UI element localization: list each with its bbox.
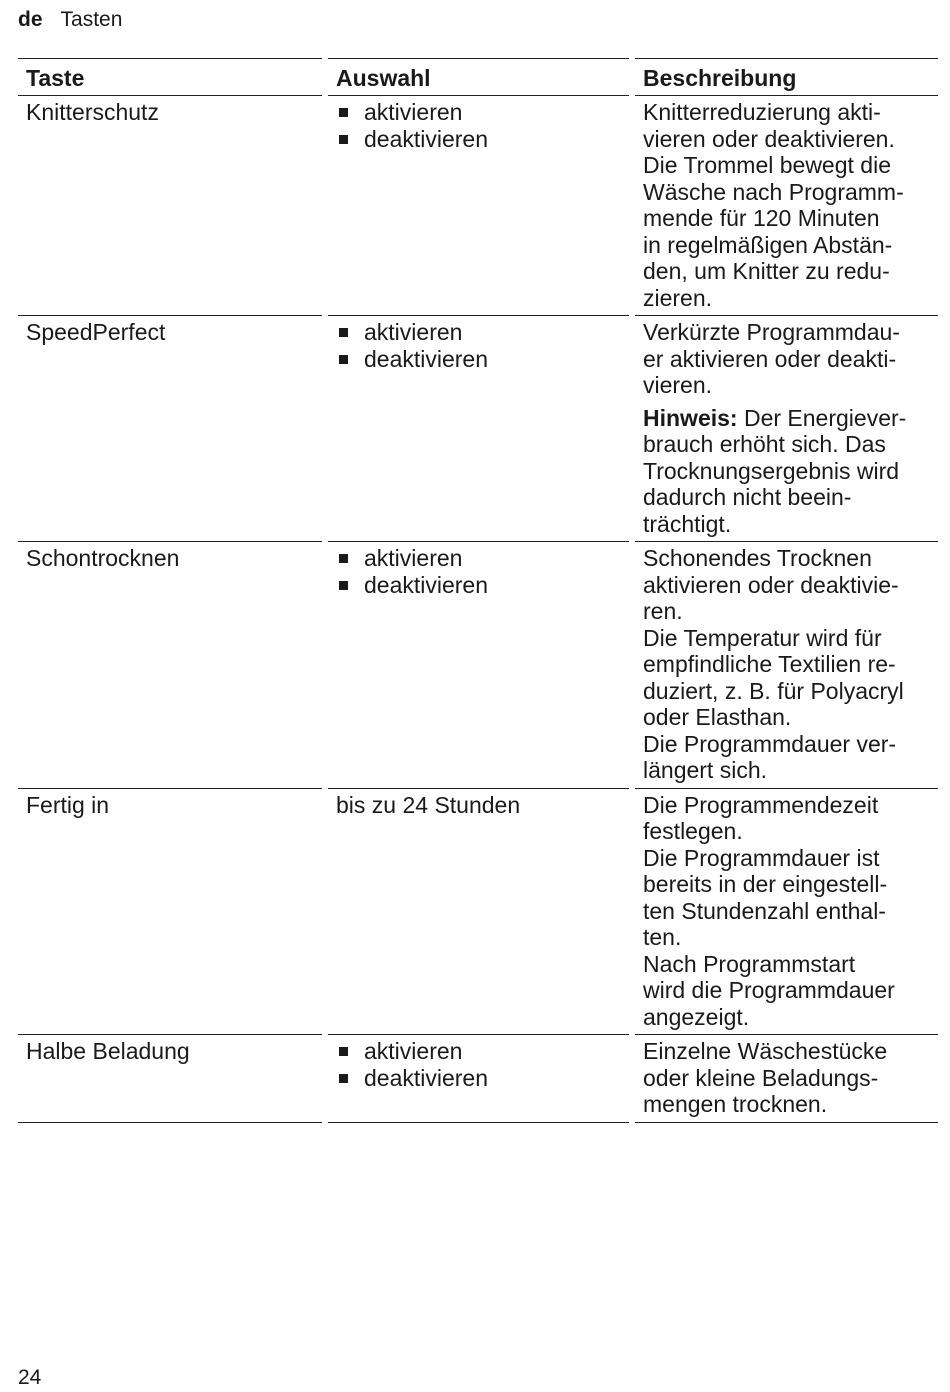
page-number: 24	[18, 1366, 42, 1389]
option-item: deaktivieren	[336, 126, 621, 153]
button-name: Knitterschutz	[18, 96, 325, 316]
column-header-beschreibung: Beschreibung	[632, 59, 938, 96]
column-header-auswahl: Auswahl	[325, 59, 632, 96]
description-cell	[632, 96, 938, 316]
option-list	[336, 319, 621, 372]
option-item: aktivieren	[336, 545, 621, 572]
table-row	[18, 1035, 938, 1123]
section-title: Tasten	[60, 8, 123, 31]
table-row	[18, 316, 938, 542]
selection-cell	[325, 1035, 632, 1123]
page-header	[18, 8, 122, 32]
description-text: Knitterreduzierung akti- vieren oder deaktivieren. Die Trommel bewegt die Wäsche nach Programm- mende für 120 Minuten in regelmäßigen Abstän- den, um Knitter zu redu- zieren.	[643, 99, 904, 311]
note-label: Hinweis:	[643, 404, 738, 431]
buttons-table	[18, 58, 938, 1123]
description-cell	[632, 1035, 938, 1123]
column-header-taste: Taste	[18, 59, 325, 96]
option-item: deaktivieren	[336, 346, 621, 373]
note-text: Der Energiever- brauch erhöht sich. Das Trocknungsergebnis wird dadurch nicht beein- trächtigt.	[643, 404, 907, 537]
button-name: SpeedPerfect	[18, 316, 325, 542]
button-name: Halbe Beladung	[18, 1035, 325, 1123]
option-item: aktivieren	[336, 99, 621, 126]
option-item: aktivieren	[336, 319, 621, 346]
table-row	[18, 542, 938, 789]
language-code: de	[18, 8, 43, 31]
button-name: Schontrocknen	[18, 542, 325, 789]
option-item: deaktivieren	[336, 572, 621, 599]
option-list	[336, 1038, 621, 1091]
description-text: Die Programmendezeit festlegen. Die Programmdauer ist bereits in der eingestell- ten Stundenzahl enthal- ten. Nach Programmstart wird die Programmdauer angezeigt.	[643, 791, 895, 1030]
description-cell	[632, 788, 938, 1035]
description-cell	[632, 542, 938, 789]
table-row	[18, 788, 938, 1035]
table-row	[18, 96, 938, 316]
option-item: deaktivieren	[336, 1065, 621, 1092]
description-text: Schonendes Trocknen aktivieren oder deaktivie- ren. Die Temperatur wird für empfindliche Textilien re- duziert, z. B. für Polyacryl oder Elasthan. Die Programmdauer ver- längert sich.	[643, 545, 904, 783]
selection-cell	[325, 542, 632, 789]
note-paragraph	[643, 405, 930, 538]
option-item: aktivieren	[336, 1038, 621, 1065]
description-cell	[632, 316, 938, 542]
description-text: Verkürzte Programmdau- er aktivieren oder deakti- vieren.	[643, 319, 900, 398]
selection-cell: bis zu 24 Stunden	[325, 788, 632, 1035]
button-name: Fertig in	[18, 788, 325, 1035]
table-header-row	[18, 59, 938, 96]
option-list	[336, 545, 621, 598]
selection-cell	[325, 96, 632, 316]
description-text: Einzelne Wäschestücke oder kleine Beladungs- mengen trocknen.	[643, 1038, 888, 1117]
option-list	[336, 99, 621, 152]
selection-cell	[325, 316, 632, 542]
